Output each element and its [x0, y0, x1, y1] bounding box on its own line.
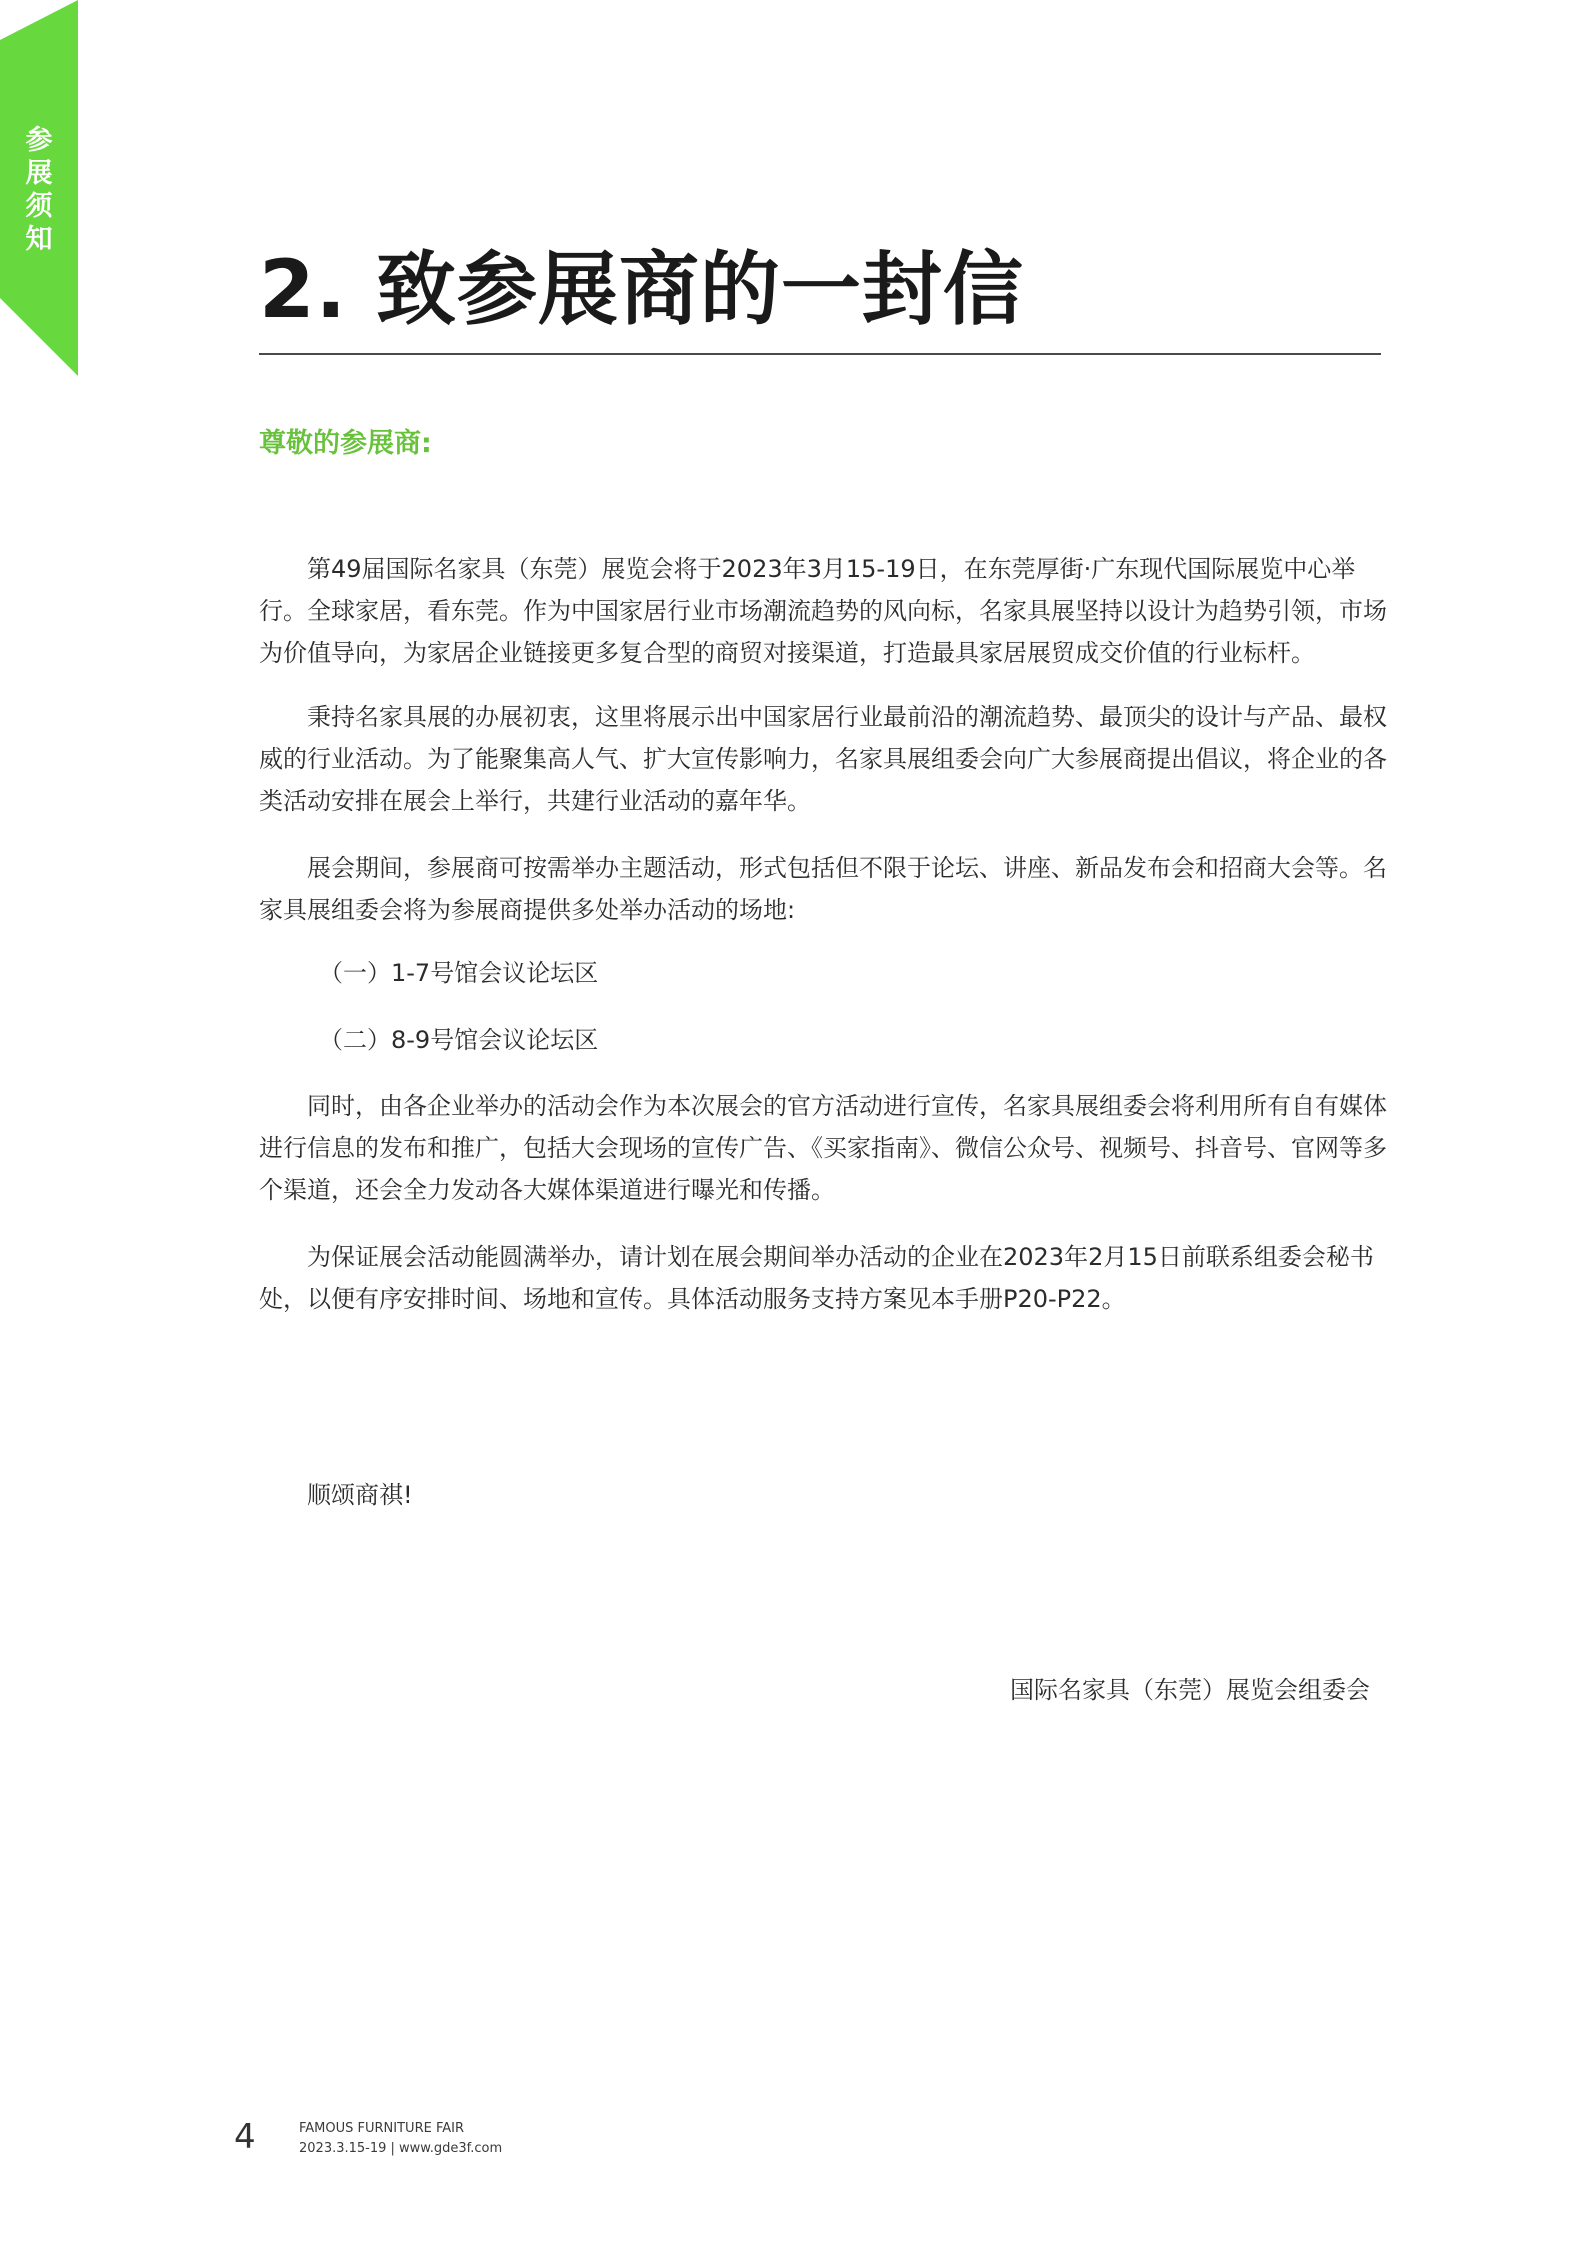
venue-list-item: （二）8-9号馆会议论坛区 — [319, 1026, 599, 1054]
letter-paragraph-deadline: 为保证展会活动能圆满举办，请计划在展会期间举办活动的企业在2023年2月15日前联系组委会秘书处，以便有序安排时间、场地和宣传。具体活动服务支持方案见本手册P20-P22。 — [259, 1243, 1374, 1313]
footer-date-website: 2023.3.15-19 | www.gde3f.com — [299, 2141, 503, 2156]
letter-paragraph-promotion: 同时，由各企业举办的活动会作为本次展会的官方活动进行宣传，名家具展组委会将利用所有自有媒体进行信息的发布和推广，包括大会现场的宣传广告、《买家指南》、微信公众号、视频号、抖音号、官网等多个渠道，还会全力发动各大媒体渠道进行曝光和传播。 — [259, 1092, 1387, 1204]
page-title: 2. 致参展商的一封信 — [259, 243, 1024, 336]
venue-list-item: （一）1-7号馆会议论坛区 — [319, 959, 599, 987]
letter-signature: 国际名家具（东莞）展览会组委会 — [1010, 1676, 1370, 1704]
letter-salutation: 尊敬的参展商: — [259, 428, 432, 459]
letter-closing: 顺颂商祺! — [307, 1481, 413, 1509]
footer-fair-name: FAMOUS FURNITURE FAIR — [299, 2121, 464, 2136]
page-number: 4 — [234, 2117, 256, 2157]
letter-paragraph-purpose: 秉持名家具展的办展初衷，这里将展示出中国家居行业最前沿的潮流趋势、最顶尖的设计与产品、最权威的行业活动。为了能聚集高人气、扩大宣传影响力，名家具展组委会向广大参展商提出倡议，将企业的各类活动安排在展会上举行，共建行业活动的嘉年华。 — [259, 703, 1387, 815]
side-tab-label: 参展须知 — [25, 125, 53, 255]
letter-paragraph-intro: 第49届国际名家具（东莞）展览会将于2023年3月15-19日，在东莞厚街·广东现代国际展览中心举行。全球家居，看东莞。作为中国家居行业市场潮流趋势的风向标，名家具展坚持以设计为趋势引领，市场为价值导向，为家居企业链接更多复合型的商贸对接渠道，打造最具家居展贸成交价值的行业标杆。 — [259, 555, 1387, 667]
title-divider — [259, 353, 1381, 355]
letter-paragraph-venues: 展会期间，参展商可按需举办主题活动，形式包括但不限于论坛、讲座、新品发布会和招商大会等。名家具展组委会将为参展商提供多处举办活动的场地: — [259, 854, 1387, 924]
